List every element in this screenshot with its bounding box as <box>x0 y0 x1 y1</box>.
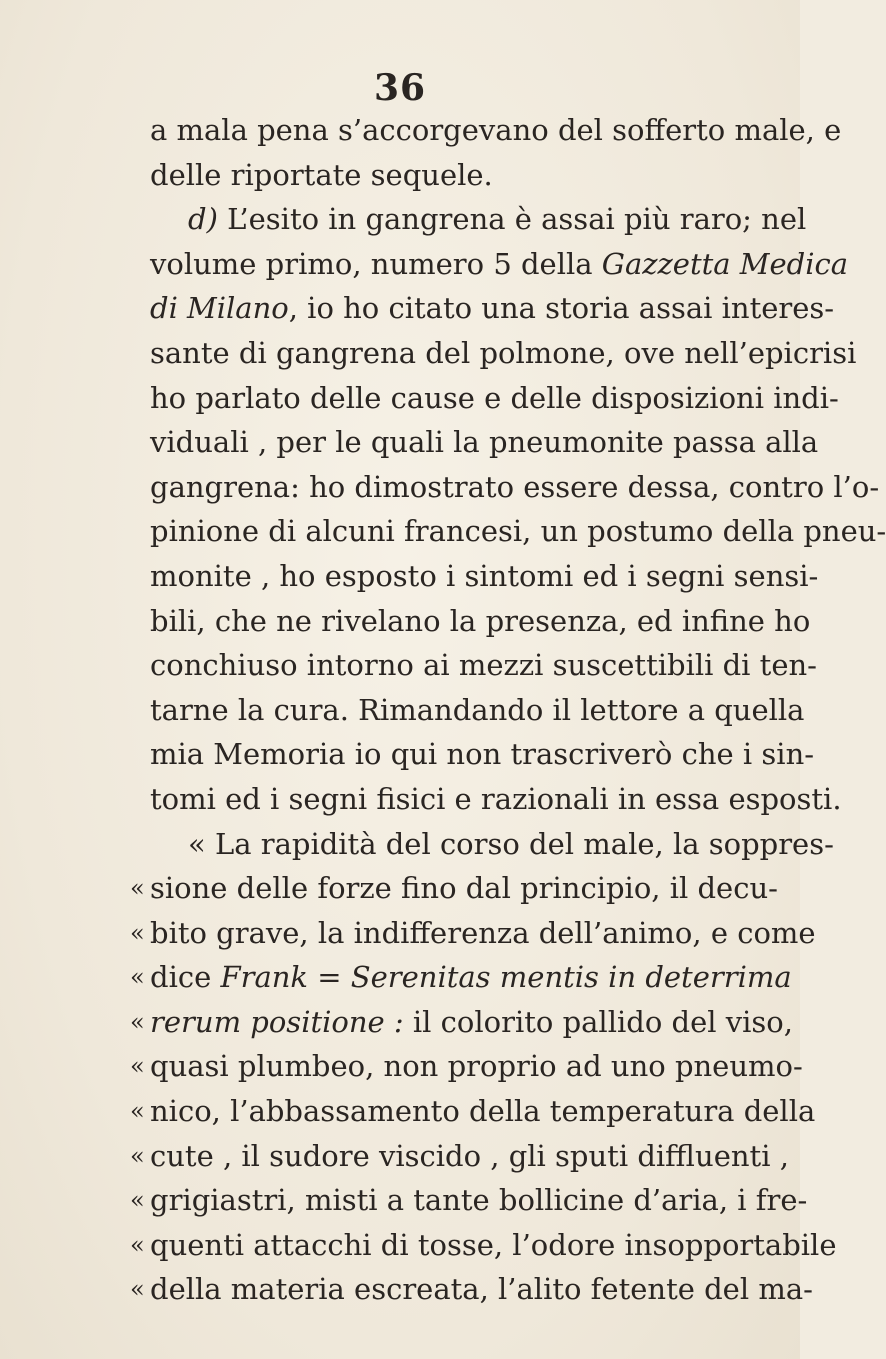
line-text: di Milano, io ho citato una storia assai interes- <box>150 291 835 326</box>
text-line <box>130 1000 793 1045</box>
quote-mark: « <box>130 1141 143 1170</box>
line-text: viduali , per le quali la pneumonite passa alla <box>150 425 819 460</box>
line-text: a mala pena s’accorgevano del sofferto male, e <box>150 113 842 147</box>
text-line <box>150 822 834 867</box>
text-line <box>130 1044 803 1089</box>
line-text: sante di gangrena del polmone, ove nell’epicrisi <box>150 335 857 370</box>
text-line <box>150 376 839 421</box>
line-text: volume primo, numero 5 della Gazzetta Medica <box>150 246 848 281</box>
text-line <box>150 331 857 376</box>
text-line <box>150 643 817 688</box>
line-text: monite , ho esposto i sintomi ed i segni sensi- <box>150 558 819 593</box>
text-line <box>150 509 886 554</box>
line-text: gangrena: ho dimostrato essere dessa, contro l’o- <box>150 469 880 504</box>
quote-mark: « <box>130 918 143 947</box>
text-line <box>150 108 842 153</box>
text-line <box>150 554 819 599</box>
line-text: rerum positione : il colorito pallido del viso, <box>150 1004 793 1039</box>
line-text: bili, che ne rivelano la presenza, ed infine ho <box>150 603 811 638</box>
quote-mark: « <box>130 1007 143 1036</box>
text-line <box>150 777 842 822</box>
line-text: tomi ed i segni fisici e razionali in essa esposti. <box>150 781 842 816</box>
text-line <box>130 1267 813 1312</box>
line-text: pinione di alcuni francesi, un postumo della pneu- <box>150 514 886 549</box>
quote-mark: « <box>130 1052 143 1081</box>
line-text: sione delle forze fino dal principio, il decu- <box>150 871 778 906</box>
text-line <box>150 465 880 510</box>
line-text: bito grave, la indifferenza dell’animo, e come <box>150 915 816 950</box>
text-line <box>150 732 815 777</box>
line-text: nico, l’abbassamento della temperatura della <box>150 1094 816 1129</box>
line-text: mia Memoria io qui non trascriverò che i sin- <box>150 737 815 772</box>
text-line <box>150 688 805 733</box>
text-line <box>150 153 750 198</box>
page-number: 36 <box>373 67 427 109</box>
quote-mark: « <box>130 963 143 992</box>
text-line <box>130 1223 837 1268</box>
text-line <box>150 197 807 242</box>
line-text: delle riportate sequele. <box>150 157 493 192</box>
quote-mark: « <box>130 1186 143 1215</box>
text-line <box>130 1089 816 1134</box>
line-text: quenti attacchi di tosse, l’odore insopportabile <box>150 1227 837 1262</box>
text-line <box>150 420 819 465</box>
quote-mark: « <box>130 1275 143 1304</box>
quote-mark: « <box>130 874 143 903</box>
quote-mark: « <box>130 1097 143 1126</box>
line-text: conchiuso intorno ai mezzi suscettibili di ten- <box>150 648 817 683</box>
line-text: ho parlato delle cause e delle disposizioni indi- <box>150 380 839 415</box>
line-text: quasi plumbeo, non proprio ad uno pneumo- <box>150 1049 803 1084</box>
text-line <box>130 1178 808 1223</box>
line-text: cute , il sudore viscido , gli sputi diffluenti , <box>150 1138 789 1173</box>
text-line <box>130 866 778 911</box>
line-text: della materia escreata, l’alito fetente del ma- <box>150 1272 813 1307</box>
line-text: tarne la cura. Rimandando il lettore a quella <box>150 692 805 727</box>
text-line <box>130 1134 789 1179</box>
line-text: d) L’esito in gangrena è assai più raro; nel <box>188 202 807 237</box>
body-text <box>130 108 886 1312</box>
line-text: dice Frank = Serenitas mentis in deterrima <box>150 960 792 995</box>
text-line <box>150 242 848 287</box>
text-line <box>130 955 792 1000</box>
line-text: grigiastri, misti a tante bollicine d’aria, i fre- <box>150 1183 808 1218</box>
text-line <box>130 911 816 956</box>
line-text: « La rapidità del corso del male, la soppres- <box>188 826 834 861</box>
text-line <box>150 286 835 331</box>
text-line <box>150 599 811 644</box>
quote-mark: « <box>130 1230 143 1259</box>
